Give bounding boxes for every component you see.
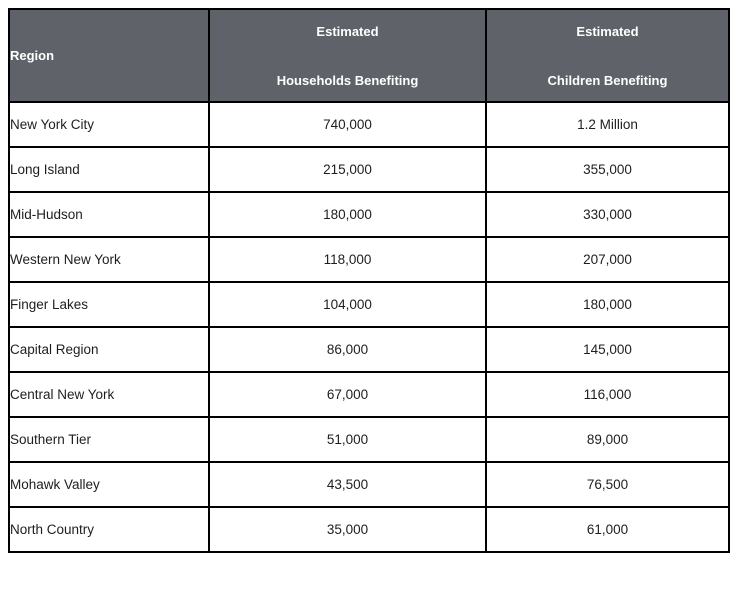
table-header xyxy=(9,9,729,102)
header-households xyxy=(209,9,486,102)
header-region-label: Region xyxy=(10,48,55,63)
header-households-line1: Estimated xyxy=(316,23,379,39)
header-region xyxy=(9,9,209,102)
table-body xyxy=(9,102,729,552)
children-cell: 207,000 xyxy=(486,237,729,282)
children-cell: 355,000 xyxy=(486,147,729,192)
region-cell: Finger Lakes xyxy=(9,282,209,327)
region-cell: Capital Region xyxy=(9,327,209,372)
children-cell: 330,000 xyxy=(486,192,729,237)
header-households-line2: Households Benefiting xyxy=(276,72,419,88)
table-row xyxy=(9,327,729,372)
header-children-line2: Children Benefiting xyxy=(547,72,668,88)
children-cell: 1.2 Million xyxy=(486,102,729,147)
region-cell: North Country xyxy=(9,507,209,552)
table-row xyxy=(9,147,729,192)
header-households-lines xyxy=(210,24,485,88)
children-cell: 76,500 xyxy=(486,462,729,507)
households-cell: 86,000 xyxy=(209,327,486,372)
households-cell: 740,000 xyxy=(209,102,486,147)
children-cell: 61,000 xyxy=(486,507,729,552)
table-row xyxy=(9,282,729,327)
table-row xyxy=(9,417,729,462)
households-cell: 35,000 xyxy=(209,507,486,552)
header-children-line1: Estimated xyxy=(576,23,639,39)
households-cell: 104,000 xyxy=(209,282,486,327)
benefit-table xyxy=(8,8,730,553)
households-cell: 67,000 xyxy=(209,372,486,417)
table-row xyxy=(9,507,729,552)
households-cell: 215,000 xyxy=(209,147,486,192)
header-children-lines xyxy=(487,24,728,88)
region-cell: Central New York xyxy=(9,372,209,417)
households-cell: 43,500 xyxy=(209,462,486,507)
children-cell: 180,000 xyxy=(486,282,729,327)
region-cell: Southern Tier xyxy=(9,417,209,462)
table-row xyxy=(9,237,729,282)
region-cell: Long Island xyxy=(9,147,209,192)
region-cell: Mid-Hudson xyxy=(9,192,209,237)
header-row xyxy=(9,9,729,102)
table-row xyxy=(9,102,729,147)
table-row xyxy=(9,372,729,417)
children-cell: 89,000 xyxy=(486,417,729,462)
children-cell: 145,000 xyxy=(486,327,729,372)
table-row xyxy=(9,462,729,507)
children-cell: 116,000 xyxy=(486,372,729,417)
region-cell: Western New York xyxy=(9,237,209,282)
header-children xyxy=(486,9,729,102)
region-cell: New York City xyxy=(9,102,209,147)
table-row xyxy=(9,192,729,237)
households-cell: 180,000 xyxy=(209,192,486,237)
region-cell: Mohawk Valley xyxy=(9,462,209,507)
households-cell: 118,000 xyxy=(209,237,486,282)
households-cell: 51,000 xyxy=(209,417,486,462)
